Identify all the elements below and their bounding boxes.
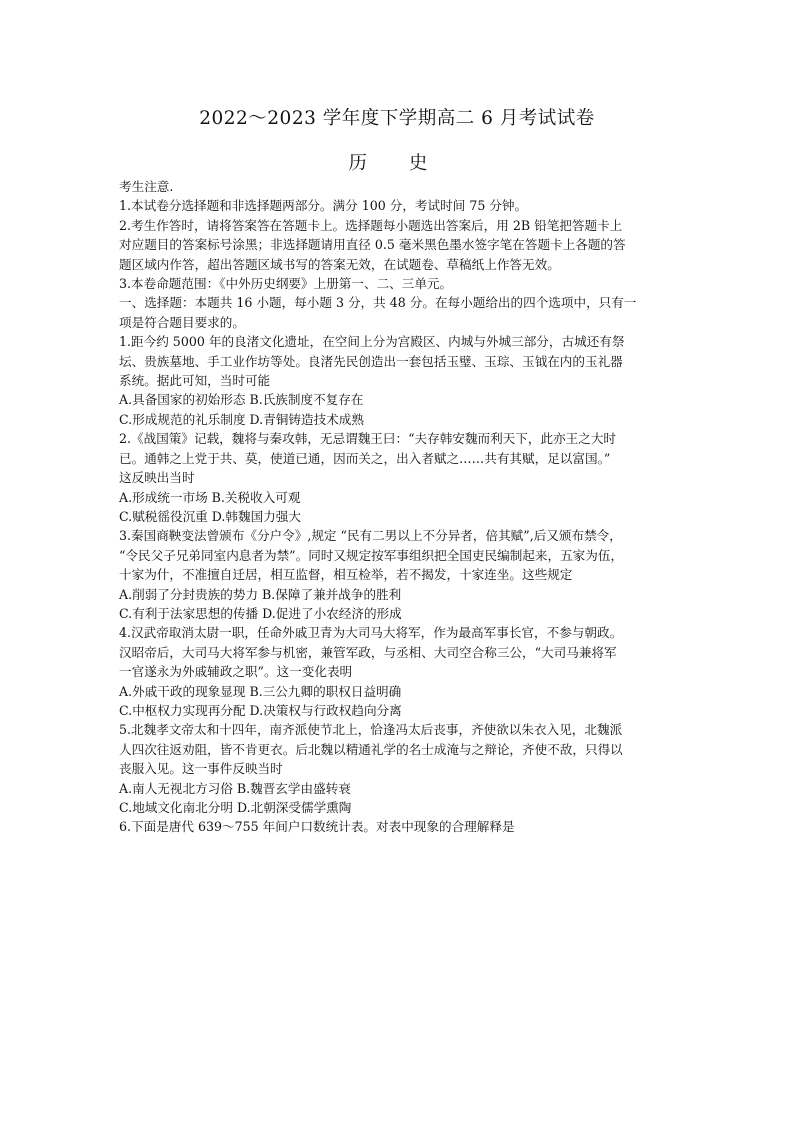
notice-2-cont: 对应题目的答案标号涂黑；非选择题请用直径 0.5 毫米黑色墨水签字笔在答题卡上各题的答 — [119, 237, 626, 253]
question-3-options: A.削弱了分封贵族的势力 B.保障了兼并战争的胜利 — [119, 586, 402, 602]
question-3: 3.秦国商鞅变法曾颁布《分户令》,规定 “民有二男以上不分异者，倍其赋”,后又颁布禁令， — [119, 528, 622, 544]
question-4-cont: 汉昭帝后，大司马大将军参与机密，兼管军政，与丞相、大司空合称三公，“大司马兼将军 — [119, 644, 617, 660]
question-5-cont: 人四次往返劝阻，皆不肯更衣。后北魏以精通礼学的名士成淹与之辩论，齐使不敌，只得以 — [119, 741, 623, 757]
section-heading-cont: 项是符合题目要求的。 — [119, 314, 245, 330]
question-2-cont: 这反映出当时 — [119, 470, 195, 486]
question-6: 6.下面是唐代 639～755 年间户口数统计表。对表中现象的合理解释是 — [119, 819, 515, 835]
notice-3: 3.本卷命题范围：《中外历史纲要》上册第一、二、三单元。 — [119, 276, 453, 292]
question-3-cont: 十家为什，不准擅自迁居，相互监督，相互检举，若不揭发，十家连坐。这些规定 — [119, 567, 573, 583]
question-5-options: C.地域文化南北分明 D.北朝深受儒学熏陶 — [119, 800, 352, 815]
exam-title: 2022～2023 学年度下学期高二 6 月考试试卷 — [199, 108, 595, 129]
question-2-options: A.形成统一市场 B.关税收入可观 — [119, 489, 301, 505]
question-4-options: C.中枢权力实现再分配 D.决策权与行政权趋向分离 — [119, 702, 402, 718]
question-5: 5.北魏孝文帝太和十四年，南齐派使节北上，恰逢冯太后丧事，齐使欲以朱衣入见，北魏派 — [119, 722, 623, 738]
question-1: 1.距今约 5000 年的良渚文化遗址，在空间上分为宫殿区、内城与外城三部分，古城还有祭 — [119, 334, 625, 350]
section-heading: 一、选择题：本题共 16 小题，每小题 3 分，共 48 分。在每小题给出的四个选项中，只有一 — [119, 295, 637, 311]
notice-2-cont: 题区域内作答，超出答题区域书写的答案无效，在试题卷、草稿纸上作答无效。 — [119, 256, 560, 272]
question-3-cont: “令民父子兄弟同室内息者为禁”。同时又规定按军事组织把全国吏民编制起来，五家为伍， — [119, 547, 624, 563]
question-5-cont: 丧服入见。这一事件反映当时 — [119, 761, 283, 777]
exam-body — [119, 177, 685, 837]
question-5-options: A.南人无视北方习俗 B.魏晋玄学由盛转衰 — [119, 780, 351, 796]
question-1-options: C.形成规范的礼乐制度 D.青铜铸造技术成熟 — [119, 411, 364, 427]
notice-heading: 考生注意. — [119, 179, 174, 194]
question-4: 4.汉武帝取消太尉一职，任命外戚卫青为大司马大将军，作为最高军事长官，不参与朝政。 — [119, 625, 623, 641]
question-2-cont: 已。通韩之上党于共、莫，使道已通，因而关之，出入者赋之……共有其赋，足以富国。” — [119, 450, 611, 466]
question-4-cont: 一官遂永为外戚辅政之职”。这一变化表明 — [119, 664, 353, 680]
notice-1: 1.本试卷分选择题和非选择题两部分。满分 100 分，考试时间 75 分钟。 — [119, 198, 528, 214]
question-3-options: C.有利于法家思想的传播 D.促进了小农经济的形成 — [119, 605, 402, 621]
question-1-cont: 坛、贵族墓地、手工业作坊等处。良渚先民创造出一套包括玉璧、玉琮、玉钺在内的玉礼器 — [119, 353, 623, 369]
question-1-cont: 系统。据此可知，当时可能 — [119, 373, 271, 389]
notice-2: 2.考生作答时，请将答案答在答题卡上。选择题每小题选出答案后，用 2B 铅笔把答题卡上 — [119, 217, 623, 233]
question-2-options: C.赋税徭役沉重 D.韩魏国力强大 — [119, 508, 301, 524]
question-4-options: A.外戚干政的现象显现 B.三公九卿的职权日益明确 — [119, 683, 402, 699]
question-2: 2.《战国策》记载，魏将与秦攻韩，无忌谓魏王曰：“夫存韩安魏而利天下，此亦王之大时 — [119, 431, 617, 447]
question-1-options: A.具备国家的初始形态 B.氏族制度不复存在 — [119, 392, 364, 408]
subject-title: 历 史 — [348, 153, 446, 174]
